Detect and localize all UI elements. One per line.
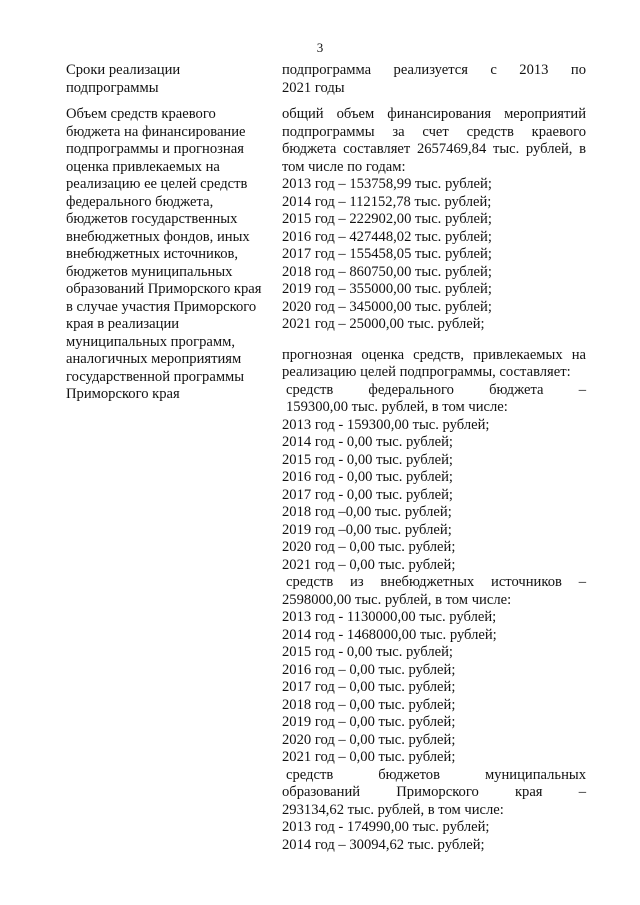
federal-head: средств федерального бюджета – <box>286 381 586 398</box>
federal-year-line: 2015 год - 0,00 тыс. рублей; <box>282 451 453 468</box>
funding-label <box>66 106 284 404</box>
funding-label-line: оценка привлекаемых на <box>66 158 220 175</box>
funding-label-line: реализацию ее целей средств <box>66 176 248 192</box>
terms-label <box>66 62 284 97</box>
page-number: 3 <box>316 40 324 55</box>
krai-year-line: 2019 год – 355000,00 тыс. рублей; <box>282 281 492 297</box>
federal-year-line: 2018 год –0,00 тыс. рублей; <box>282 504 452 520</box>
forecast-intro-line: прогнозная оценка средств, привлекаемых на <box>282 346 586 363</box>
terms-value <box>282 62 586 97</box>
federal-year-line: 2019 год –0,00 тыс. рублей; <box>282 521 452 538</box>
krai-year-line: 2017 год – 155458,05 тыс. рублей; <box>282 246 492 262</box>
extrabudget-year-line: 2013 год - 1130000,00 тыс. рублей; <box>282 609 497 625</box>
krai-intro-line: подпрограммы за счет средств краевого <box>282 123 586 140</box>
municipal-total: 293134,62 тыс. рублей, в том числе: <box>282 801 504 818</box>
municipal-head: образований Приморского края – <box>282 784 586 800</box>
municipal-year-line: 2013 год - 174990,00 тыс. рублей; <box>282 819 490 835</box>
funding-label-line: бюджетов муниципальных <box>66 263 233 280</box>
funding-label-line: внебюджетных источников, <box>66 246 239 262</box>
federal-year-line: 2016 год - 0,00 тыс. рублей; <box>282 469 453 485</box>
terms-label-line: подпрограммы <box>66 79 159 96</box>
extrabudget-year-line: 2020 год – 0,00 тыс. рублей; <box>282 731 456 748</box>
krai-intro-line: общий объем финансирования мероприятий <box>282 106 586 122</box>
extrabudget-head: средств из внебюджетных источников – <box>286 574 586 590</box>
krai-year-line: 2013 год – 153758,99 тыс. рублей; <box>282 176 492 192</box>
krai-year-line: 2014 год – 112152,78 тыс. рублей; <box>282 193 492 210</box>
extrabudget-total: 2598000,00 тыс. рублей, в том числе: <box>282 591 512 608</box>
krai-year-line: 2016 год – 427448,02 тыс. рублей; <box>282 228 492 245</box>
funding-label-line: государственной программы <box>66 368 245 385</box>
funding-label-line: Приморского края <box>66 386 180 402</box>
funding-label-line: образований Приморского края <box>66 281 262 297</box>
federal-year-line: 2021 год – 0,00 тыс. рублей; <box>282 556 456 573</box>
extrabudget-year-line: 2014 год - 1468000,00 тыс. рублей; <box>282 626 497 643</box>
funding-label-line: внебюджетных фондов, иных <box>66 228 250 245</box>
terms-value-line: подпрограмма реализуется с 2013 по <box>282 62 586 78</box>
federal-year-line: 2017 год - 0,00 тыс. рублей; <box>282 486 453 503</box>
funding-label-line: бюджетов государственных <box>66 211 238 227</box>
funding-label-line: в случае участия Приморского <box>66 298 257 315</box>
funding-label-line: муниципальных программ, <box>66 333 235 350</box>
extrabudget-year-line: 2018 год – 0,00 тыс. рублей; <box>282 696 456 713</box>
krai-year-line: 2020 год – 345000,00 тыс. рублей; <box>282 298 492 315</box>
funding-label-line: Объем средств краевого <box>66 106 216 122</box>
federal-year-line: 2013 год - 159300,00 тыс. рублей; <box>282 416 490 433</box>
federal-total: 159300,00 тыс. рублей, в том числе: <box>286 399 508 415</box>
federal-year-line: 2014 год - 0,00 тыс. рублей; <box>282 434 453 450</box>
krai-year-line: 2018 год – 860750,00 тыс. рублей; <box>282 263 492 280</box>
funding-label-line: бюджета на финансирование <box>66 123 246 140</box>
municipal-head: средств бюджетов муниципальных <box>286 766 586 783</box>
krai-year-line: 2015 год – 222902,00 тыс. рублей; <box>282 211 492 227</box>
krai-intro-line: том числе по годам: <box>282 158 406 175</box>
extrabudget-year-line: 2021 год – 0,00 тыс. рублей; <box>282 749 456 765</box>
funding-value <box>282 106 586 854</box>
funding-label-line: края в реализации <box>66 316 180 332</box>
terms-label-line: Сроки реализации <box>66 62 181 78</box>
extrabudget-year-line: 2016 год – 0,00 тыс. рублей; <box>282 661 456 678</box>
krai-year-line: 2021 год – 25000,00 тыс. рублей; <box>282 316 485 332</box>
funding-label-line: подпрограммы и прогнозная <box>66 141 244 157</box>
extrabudget-year-line: 2017 год – 0,00 тыс. рублей; <box>282 679 456 695</box>
krai-intro-line: бюджета составляет 2657469,84 тыс. рублей, в <box>282 141 586 157</box>
funding-label-line: федерального бюджета, <box>66 193 214 210</box>
municipal-year-line: 2014 год – 30094,62 тыс. рублей; <box>282 836 485 853</box>
extrabudget-year-line: 2019 год – 0,00 тыс. рублей; <box>282 714 456 730</box>
extrabudget-year-line: 2015 год - 0,00 тыс. рублей; <box>282 644 453 660</box>
federal-year-line: 2020 год – 0,00 тыс. рублей; <box>282 539 456 555</box>
terms-value-line: 2021 годы <box>282 79 345 96</box>
forecast-intro-line: реализацию целей подпрограммы, составляет: <box>282 364 571 380</box>
funding-label-line: аналогичных мероприятиям <box>66 351 242 367</box>
